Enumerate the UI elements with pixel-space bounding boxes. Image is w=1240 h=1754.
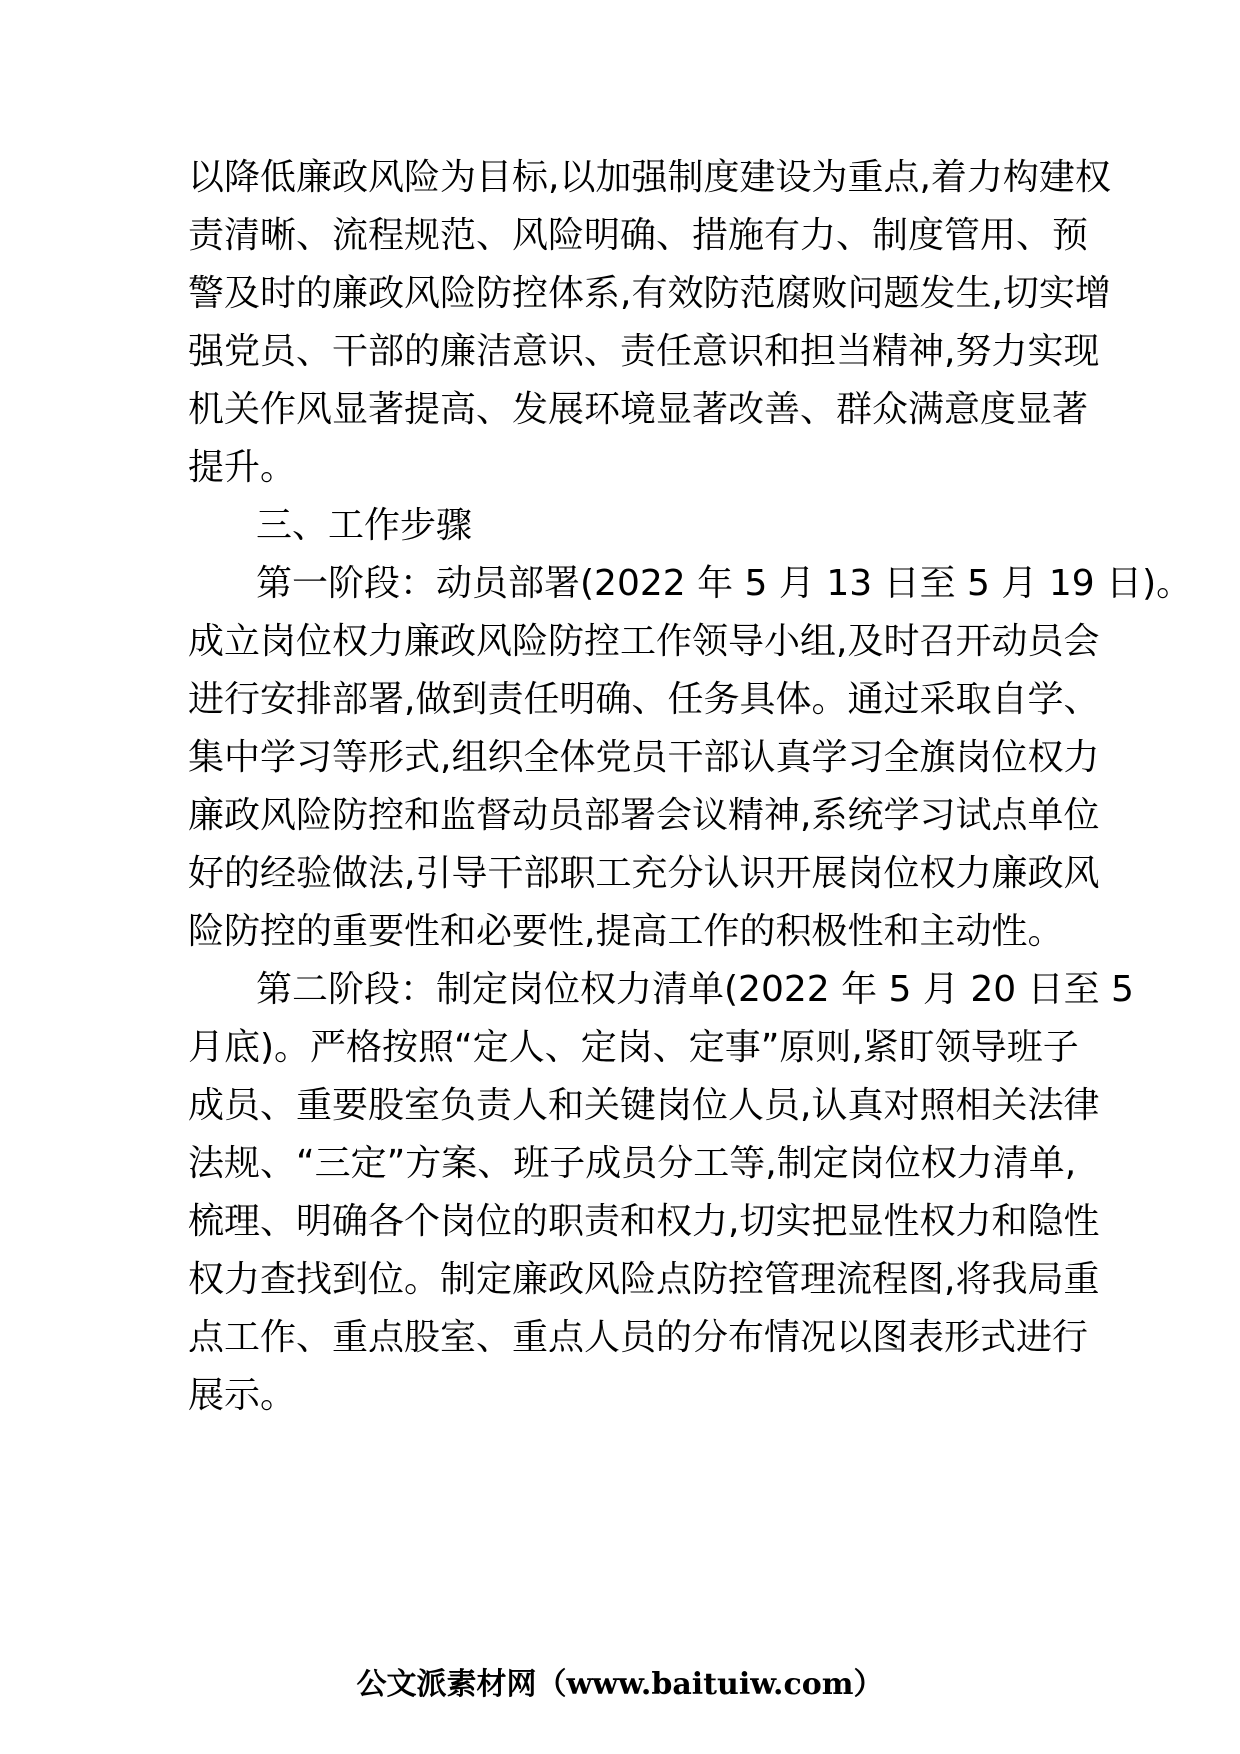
body-line: 法规、“三定”方案、班子成员分工等,制定岗位权力清单,: [188, 1143, 1077, 1184]
body-line: 责清晰、流程规范、风险明确、措施有力、制度管用、预: [188, 215, 1089, 256]
body-line: 强党员、干部的廉洁意识、责任意识和担当精神,努力实现: [188, 331, 1100, 372]
body-line: 展示。: [188, 1375, 297, 1416]
body-line: 成立岗位权力廉政风险防控工作领导小组,及时召开动员会: [188, 621, 1100, 662]
body-line: 好的经验做法,引导干部职工充分认识开展岗位权力廉政风: [188, 853, 1100, 894]
body-line: 第一阶段：动员部署(2022 年 5 月 13 日至 5 月 19 日)。: [256, 563, 1193, 604]
body-line: 险防控的重要性和必要性,提高工作的积极性和主动性。: [188, 911, 1064, 952]
body-line: 成员、重要股室负责人和关键岗位人员,认真对照相关法律: [188, 1085, 1100, 1126]
body-line: 集中学习等形式,组织全体党员干部认真学习全旗岗位权力: [188, 737, 1100, 778]
body-line: 廉政风险防控和监督动员部署会议精神,系统学习试点单位: [188, 795, 1100, 836]
body-line: 进行安排部署,做到责任明确、任务具体。通过采取自学、: [188, 679, 1100, 720]
section-heading: 三、工作步骤: [256, 505, 473, 546]
body-line: 警及时的廉政风险防控体系,有效防范腐败问题发生,切实增: [188, 273, 1111, 314]
body-line: 提升。: [188, 447, 297, 488]
body-line: 月底)。严格按照“定人、定岗、定事”原则,紧盯领导班子: [188, 1027, 1079, 1068]
footer-watermark: 公文派素材网（www.baituiw.com）: [356, 1667, 884, 1702]
body-line: 梳理、明确各个岗位的职责和权力,切实把显性权力和隐性: [188, 1201, 1100, 1242]
body-line: 机关作风显著提高、发展环境显著改善、群众满意度显著: [188, 389, 1089, 430]
body-line: 权力查找到位。制定廉政风险点防控管理流程图,将我局重: [188, 1259, 1100, 1300]
body-line: 以降低廉政风险为目标,以加强制度建设为重点,着力构建权: [188, 157, 1111, 198]
body-line: 第二阶段：制定岗位权力清单(2022 年 5 月 20 日至 5: [256, 969, 1134, 1010]
body-line: 点工作、重点股室、重点人员的分布情况以图表形式进行: [188, 1317, 1089, 1358]
